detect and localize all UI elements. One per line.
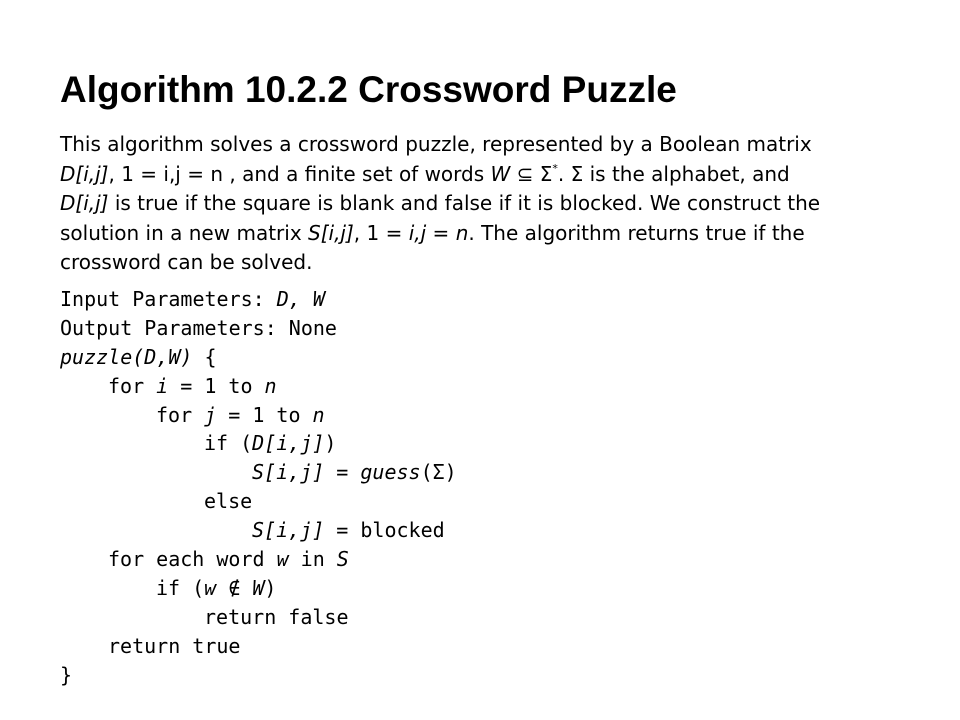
loop-var-i: i bbox=[156, 373, 169, 398]
function-name: puzzle bbox=[60, 344, 133, 369]
code-line-for-i bbox=[60, 372, 457, 401]
open-brace: { bbox=[192, 344, 217, 369]
word-set: W bbox=[490, 161, 511, 186]
loop-bound-n: n bbox=[264, 373, 277, 398]
code-line-if-not-in bbox=[60, 574, 457, 603]
keyword: if ( bbox=[156, 575, 205, 600]
code-line-if-d bbox=[60, 429, 457, 458]
index-range-text: , 1 = i,j = n , and a finite set of words bbox=[108, 161, 491, 186]
description-line-1: This algorithm solves a crossword puzzle, represented by a Boolean matrix bbox=[60, 132, 812, 156]
kleene-star: * bbox=[552, 161, 558, 175]
loop-range: = 1 to bbox=[168, 373, 265, 398]
description-line-4 bbox=[60, 219, 950, 249]
code-line-signature bbox=[60, 343, 457, 372]
code-line-for-each bbox=[60, 545, 457, 574]
matrix-d: D[i,j] bbox=[60, 161, 109, 186]
keyword-in: in bbox=[288, 547, 337, 572]
code-line-close-brace: } bbox=[60, 662, 73, 687]
close-paren: ) bbox=[264, 575, 277, 600]
input-params: D, W bbox=[276, 287, 325, 311]
keyword: for bbox=[156, 402, 205, 427]
loop-bound-n: n bbox=[312, 402, 325, 427]
code-line-else: else bbox=[204, 489, 253, 514]
algorithm-description bbox=[60, 130, 950, 278]
keyword: for bbox=[108, 373, 157, 398]
solution-text: solution in a new matrix bbox=[60, 220, 309, 245]
word-var: w bbox=[204, 575, 217, 600]
alphabet-text: . Σ is the alphabet, and bbox=[557, 161, 790, 186]
input-label: Input Parameters: bbox=[60, 287, 277, 311]
function-args: (D,W) bbox=[132, 344, 193, 369]
not-in-symbol: ∉ bbox=[216, 575, 253, 600]
returns-text: . The algorithm returns true if the bbox=[468, 220, 805, 245]
matrix-d: D[i,j] bbox=[60, 191, 109, 215]
code-line-return-false: return false bbox=[204, 604, 349, 629]
code-line-return-true: return true bbox=[108, 633, 241, 658]
assign-lhs: S[i,j] bbox=[252, 460, 325, 485]
keyword: if ( bbox=[204, 431, 253, 456]
assign-blocked: = blocked bbox=[324, 518, 445, 543]
keyword: for each word bbox=[108, 547, 277, 572]
word-set-var: W bbox=[252, 575, 265, 600]
guess-call: guess bbox=[360, 460, 421, 485]
description-line-5: crossword can be solved. bbox=[60, 250, 313, 274]
condition-expr: D[i,j] bbox=[252, 431, 325, 456]
code-line-for-j bbox=[60, 401, 457, 430]
assign-lhs: S[i,j] bbox=[252, 518, 325, 543]
subset-text: ⊆ Σ bbox=[510, 161, 553, 186]
code-line-output: Output Parameters: None bbox=[60, 315, 337, 340]
loop-range: = 1 to bbox=[216, 402, 313, 427]
page-title: Algorithm 10.2.2 Crossword Puzzle bbox=[60, 69, 677, 110]
word-var: w bbox=[276, 547, 289, 572]
pseudocode-block bbox=[60, 285, 457, 689]
n-var: n bbox=[455, 220, 469, 245]
matrix-s: S[i,j] bbox=[308, 220, 354, 245]
code-line-assign-guess bbox=[60, 458, 457, 487]
index-vars: i,j bbox=[408, 220, 427, 245]
range-text: , 1 = bbox=[353, 220, 409, 245]
blank-blocked-text: is true if the square is blank and false if it is blocked. We construct the bbox=[108, 191, 821, 215]
code-line-assign-blocked bbox=[60, 516, 457, 545]
loop-var-j: j bbox=[204, 402, 217, 427]
matrix-s-var: S bbox=[336, 547, 349, 572]
guess-arg: (Σ) bbox=[420, 460, 457, 485]
code-line-input bbox=[60, 285, 457, 314]
equals-text: = bbox=[426, 220, 456, 245]
description-line-2 bbox=[60, 160, 950, 190]
assign-op: = bbox=[324, 460, 361, 485]
close-paren: ) bbox=[324, 431, 337, 456]
description-line-3 bbox=[60, 189, 950, 219]
